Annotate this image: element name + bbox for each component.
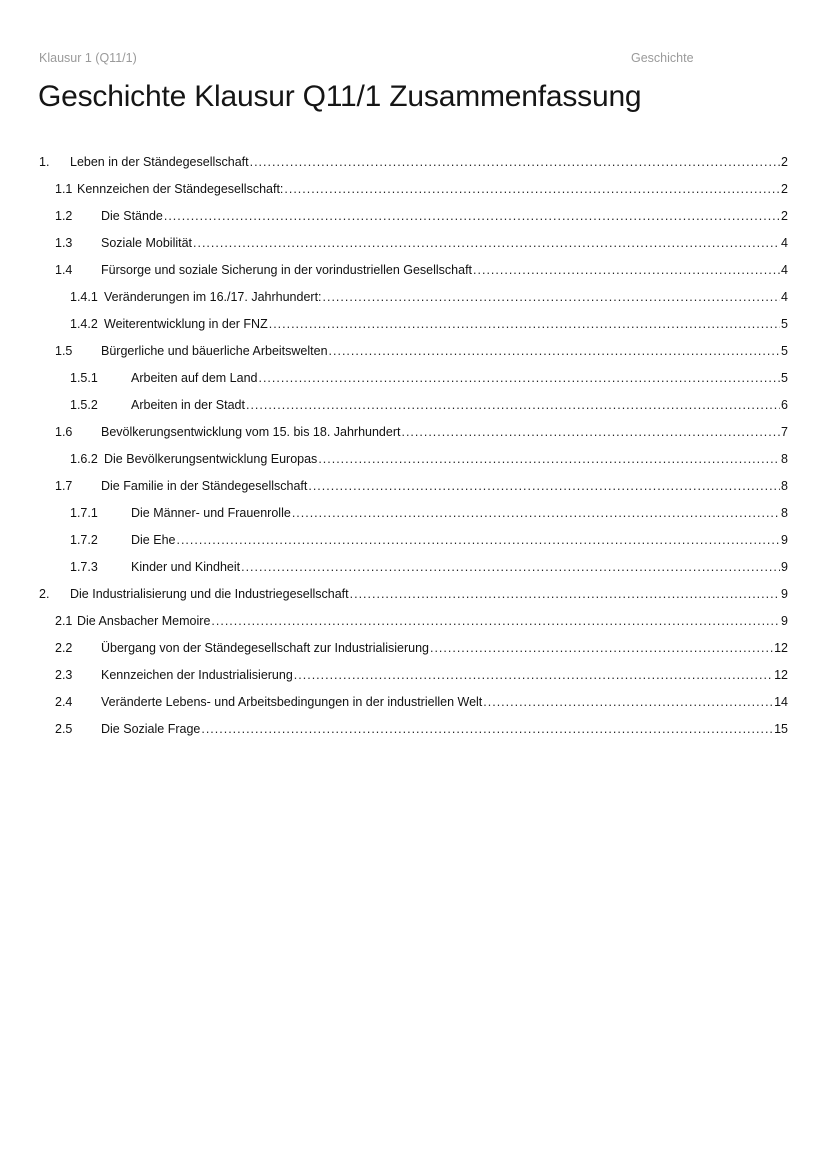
toc-entry-number: 1.: [39, 155, 50, 169]
toc-entry[interactable]: [39, 584, 788, 604]
toc-dot-leader: [211, 611, 780, 631]
toc-dot-leader: [473, 260, 780, 280]
toc-entry-number: 1.1: [55, 182, 73, 196]
toc-entry-number: 2.5: [55, 722, 73, 736]
toc-dot-leader: [284, 179, 780, 199]
toc-entry-title: Die Industrialisierung und die Industriegesellschaft: [70, 587, 349, 601]
toc-entry-title: Kinder und Kindheit: [131, 560, 241, 574]
toc-dot-leader: [318, 449, 780, 469]
toc-entry-page: 5: [781, 317, 788, 331]
toc-entry[interactable]: [70, 503, 788, 523]
toc-entry-title: Weiterentwicklung in der FNZ: [104, 317, 268, 331]
toc-dot-leader: [176, 530, 780, 550]
toc-entry[interactable]: [70, 449, 788, 469]
toc-entry-title: Veränderungen im 16./17. Jahrhundert:: [104, 290, 322, 304]
toc-entry-page: 14: [774, 695, 788, 709]
toc-entry-number: 1.4: [55, 263, 73, 277]
toc-entry-page: 2: [781, 182, 788, 196]
toc-entry-title: Die Soziale Frage: [101, 722, 201, 736]
toc-entry[interactable]: [55, 260, 788, 280]
toc-entry[interactable]: [55, 179, 788, 199]
toc-entry-page: 7: [781, 425, 788, 439]
toc-entry-title: Kennzeichen der Industrialisierung: [101, 668, 293, 682]
toc-entry-page: 8: [781, 506, 788, 520]
toc-entry-page: 9: [781, 533, 788, 547]
toc-entry-page: 5: [781, 344, 788, 358]
toc-dot-leader: [246, 395, 780, 415]
toc-entry-page: 2: [781, 155, 788, 169]
toc-entry[interactable]: [55, 719, 788, 739]
toc-entry-title: Soziale Mobilität: [101, 236, 193, 250]
toc-entry-title: Arbeiten auf dem Land: [131, 371, 258, 385]
header-course-label: Klausur 1 (Q11/1): [39, 51, 137, 65]
toc-entry-title: Die Ehe: [131, 533, 176, 547]
toc-entry-page: 12: [774, 668, 788, 682]
toc-entry-page: 4: [781, 263, 788, 277]
toc-entry-page: 8: [781, 479, 788, 493]
toc-entry-page: 5: [781, 371, 788, 385]
header-subject-label: Geschichte: [631, 51, 694, 65]
toc-entry-number: 2.1: [55, 614, 73, 628]
toc-entry-title: Bürgerliche und bäuerliche Arbeitswelten: [101, 344, 328, 358]
toc-dot-leader: [193, 233, 780, 253]
toc-entry-title: Die Bevölkerungsentwicklung Europas: [104, 452, 318, 466]
toc-entry-title: Die Männer- und Frauenrolle: [131, 506, 291, 520]
toc-dot-leader: [483, 692, 773, 712]
toc-dot-leader: [323, 287, 781, 307]
toc-entry-title: Die Stände: [101, 209, 163, 223]
toc-dot-leader: [294, 665, 773, 685]
toc-dot-leader: [308, 476, 780, 496]
toc-entry-number: 2.3: [55, 668, 73, 682]
toc-entry-number: 1.5.2: [70, 398, 98, 412]
page-title: Geschichte Klausur Q11/1 Zusammenfassung: [38, 80, 642, 113]
toc-entry-page: 4: [781, 236, 788, 250]
toc-entry[interactable]: [70, 287, 788, 307]
toc-entry-page: 9: [781, 560, 788, 574]
toc-entry-number: 1.5.1: [70, 371, 98, 385]
toc-entry-number: 2.: [39, 587, 50, 601]
toc-entry[interactable]: [70, 395, 788, 415]
toc-entry-number: 1.7: [55, 479, 73, 493]
toc-entry-number: 1.2: [55, 209, 73, 223]
toc-entry-number: 1.4.2: [70, 317, 98, 331]
toc-entry-title: Die Ansbacher Memoire: [77, 614, 211, 628]
toc-dot-leader: [164, 206, 780, 226]
toc-entry-page: 9: [781, 614, 788, 628]
toc-entry-number: 2.2: [55, 641, 73, 655]
toc-entry-number: 2.4: [55, 695, 73, 709]
toc-entry-number: 1.4.1: [70, 290, 98, 304]
toc-entry[interactable]: [55, 692, 788, 712]
toc-entry-page: 15: [774, 722, 788, 736]
toc-entry-page: 8: [781, 452, 788, 466]
toc-entry-page: 4: [781, 290, 788, 304]
toc-entry-number: 1.7.2: [70, 533, 98, 547]
toc-entry[interactable]: [70, 368, 788, 388]
toc-entry-page: 12: [774, 641, 788, 655]
toc-entry-title: Bevölkerungsentwicklung vom 15. bis 18. Jahrhundert: [101, 425, 401, 439]
toc-entry[interactable]: [55, 341, 788, 361]
toc-dot-leader: [201, 719, 773, 739]
toc-entry-number: 1.5: [55, 344, 73, 358]
toc-entry-page: 2: [781, 209, 788, 223]
toc-entry[interactable]: [70, 314, 788, 334]
toc-entry[interactable]: [55, 422, 788, 442]
toc-dot-leader: [250, 152, 780, 172]
toc-entry[interactable]: [55, 665, 788, 685]
toc-entry-title: Veränderte Lebens- und Arbeitsbedingungen in der industriellen Welt: [101, 695, 483, 709]
toc-entry[interactable]: [55, 611, 788, 631]
toc-dot-leader: [350, 584, 780, 604]
toc-entry-page: 9: [781, 587, 788, 601]
toc-dot-leader: [241, 557, 780, 577]
toc-entry-number: 1.7.1: [70, 506, 98, 520]
toc-dot-leader: [269, 314, 780, 334]
toc-dot-leader: [430, 638, 773, 658]
toc-entry-title: Leben in der Ständegesellschaft: [70, 155, 249, 169]
toc-dot-leader: [258, 368, 780, 388]
toc-dot-leader: [292, 503, 780, 523]
toc-entry[interactable]: [70, 530, 788, 550]
toc-entry[interactable]: [55, 206, 788, 226]
toc-entry-number: 1.6.2: [70, 452, 98, 466]
toc-entry-number: 1.7.3: [70, 560, 98, 574]
toc-entry-page: 6: [781, 398, 788, 412]
toc-entry-number: 1.6: [55, 425, 73, 439]
toc-entry[interactable]: [55, 476, 788, 496]
toc-entry-title: Fürsorge und soziale Sicherung in der vorindustriellen Gesellschaft: [101, 263, 473, 277]
toc-entry[interactable]: [55, 638, 788, 658]
toc-entry-title: Kennzeichen der Ständegesellschaft:: [77, 182, 284, 196]
toc-entry-number: 1.3: [55, 236, 73, 250]
toc-entry-title: Übergang von der Ständegesellschaft zur Industrialisierung: [101, 641, 429, 655]
toc-entry[interactable]: [55, 233, 788, 253]
toc-entry[interactable]: [70, 557, 788, 577]
toc-entry-title: Arbeiten in der Stadt: [131, 398, 245, 412]
toc-dot-leader: [401, 422, 780, 442]
toc-entry-title: Die Familie in der Ständegesellschaft: [101, 479, 308, 493]
toc-entry[interactable]: [39, 152, 788, 172]
toc-dot-leader: [329, 341, 781, 361]
